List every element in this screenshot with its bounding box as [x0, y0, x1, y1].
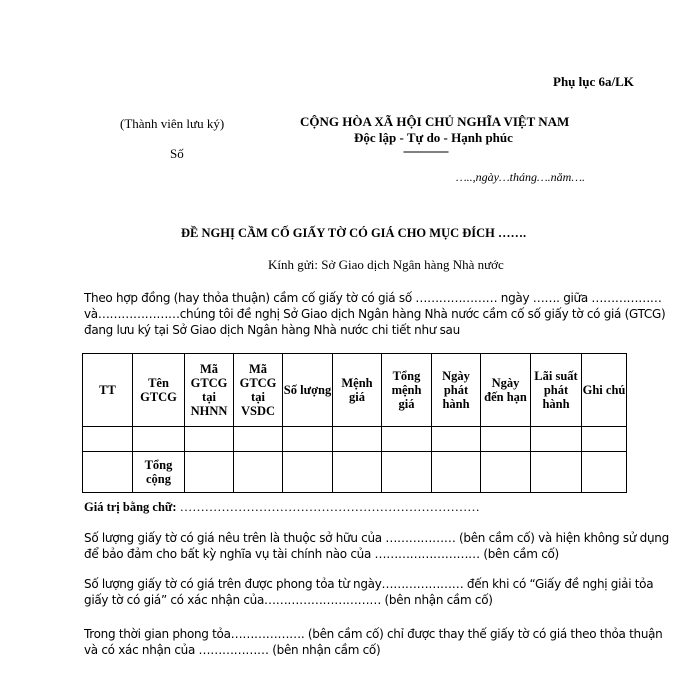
table-cell[interactable]	[185, 452, 234, 493]
header-so-luong: Số lượng	[283, 354, 333, 427]
table-cell[interactable]	[83, 452, 133, 493]
table-cell[interactable]	[582, 427, 627, 452]
national-motto: Độc lập - Tự do - Hạnh phúc	[354, 130, 513, 145]
recipient-line: Kính gửi: Sở Giao dịch Ngân hàng Nhà nước	[268, 257, 504, 272]
blockade-statement-line-1: Số lượng giấy tờ có giá trên được phong tỏa từ ngày………………… đến khi có “Giấy đề nghị giải tỏa	[84, 577, 654, 591]
table-row	[83, 427, 627, 452]
header-menh-gia: Mệnh giá	[333, 354, 382, 427]
national-title: CỘNG HÒA XÃ HỘI CHỦ NGHĨA VIỆT NAM	[300, 114, 570, 129]
header-ngay-den-han: Ngày đến hạn	[481, 354, 531, 427]
header-ten-gtcg: Tên GTCG	[133, 354, 185, 427]
motto-underline: ---------------	[403, 144, 448, 158]
value-in-words-blank[interactable]: ………………………………………………………………	[176, 500, 480, 514]
table-cell[interactable]	[481, 452, 531, 493]
table-cell[interactable]	[382, 452, 432, 493]
ownership-statement-line-1: Số lượng giấy tờ có giá nêu trên là thuộc sở hữu của ……………… (bên cầm cố) và hiện không sử dụng	[84, 531, 669, 545]
blockade-statement-line-2: giấy tờ có giá” có xác nhận của………………………… (bên nhận cầm cố)	[84, 593, 493, 607]
ownership-statement-line-2: để bảo đảm cho bất kỳ nghĩa vụ tài chính nào của ……………………… (bên cầm cố)	[84, 547, 559, 561]
table-cell[interactable]	[283, 452, 333, 493]
table-cell[interactable]	[432, 427, 481, 452]
table-cell[interactable]	[83, 427, 133, 452]
intro-line-2: và…………………chúng tôi đề nghị Sở Giao dịch Ngân hàng Nhà nước cầm cố số giấy tờ có giá (GTCG)	[84, 307, 666, 321]
table-cell[interactable]	[382, 427, 432, 452]
table-cell[interactable]	[234, 452, 283, 493]
header-ma-vsdc: Mã GTCG tại VSDC	[234, 354, 283, 427]
document-number-label: Số	[170, 146, 184, 161]
value-in-words	[84, 500, 480, 515]
value-in-words-label: Giá trị bằng chữ:	[84, 500, 177, 514]
table-cell[interactable]	[432, 452, 481, 493]
header-lai-suat: Lãi suất phát hành	[531, 354, 582, 427]
table-cell[interactable]	[283, 427, 333, 452]
header-ngay-phat-hanh: Ngày phát hành	[432, 354, 481, 427]
table-cell[interactable]	[234, 427, 283, 452]
table-cell[interactable]	[531, 427, 582, 452]
table-cell[interactable]	[531, 452, 582, 493]
gtcg-table	[82, 353, 627, 493]
dateline: …..,ngày…tháng….năm….	[456, 170, 586, 184]
table-total-row	[83, 452, 627, 493]
table-cell[interactable]	[333, 452, 382, 493]
header-tt: TT	[83, 354, 133, 427]
intro-line-3: đang lưu ký tại Sở Giao dịch Ngân hàng Nhà nước chi tiết như sau	[84, 323, 460, 337]
table-cell[interactable]	[481, 427, 531, 452]
header-ghi-chu: Ghi chú	[582, 354, 627, 427]
header-ma-nhnn: Mã GTCG tại NHNN	[185, 354, 234, 427]
table-cell[interactable]	[133, 427, 185, 452]
table-header-row	[83, 354, 627, 427]
total-label: Tổng cộng	[133, 452, 185, 493]
replacement-statement-line-2: và có xác nhận của ……………… (bên nhận cầm cố)	[84, 643, 381, 657]
appendix-label: Phụ lục 6a/LK	[553, 74, 634, 89]
replacement-statement-line-1: Trong thời gian phong tỏa………………. (bên cầm cố) chỉ được thay thế giấy tờ có giá theo thỏa thuận	[84, 627, 663, 641]
header-tong-menh-gia: Tổng mệnh giá	[382, 354, 432, 427]
member-label: (Thành viên lưu ký)	[120, 116, 225, 131]
table-cell[interactable]	[582, 452, 627, 493]
table-cell[interactable]	[185, 427, 234, 452]
document-title: ĐỀ NGHỊ CẦM CỐ GIẤY TỜ CÓ GIÁ CHO MỤC ĐÍCH …….	[181, 226, 527, 240]
intro-line-1: Theo hợp đồng (hay thỏa thuận) cầm cố giấy tờ có giá số ………………… ngày ……. giữa ………………	[84, 291, 662, 305]
table-cell[interactable]	[333, 427, 382, 452]
